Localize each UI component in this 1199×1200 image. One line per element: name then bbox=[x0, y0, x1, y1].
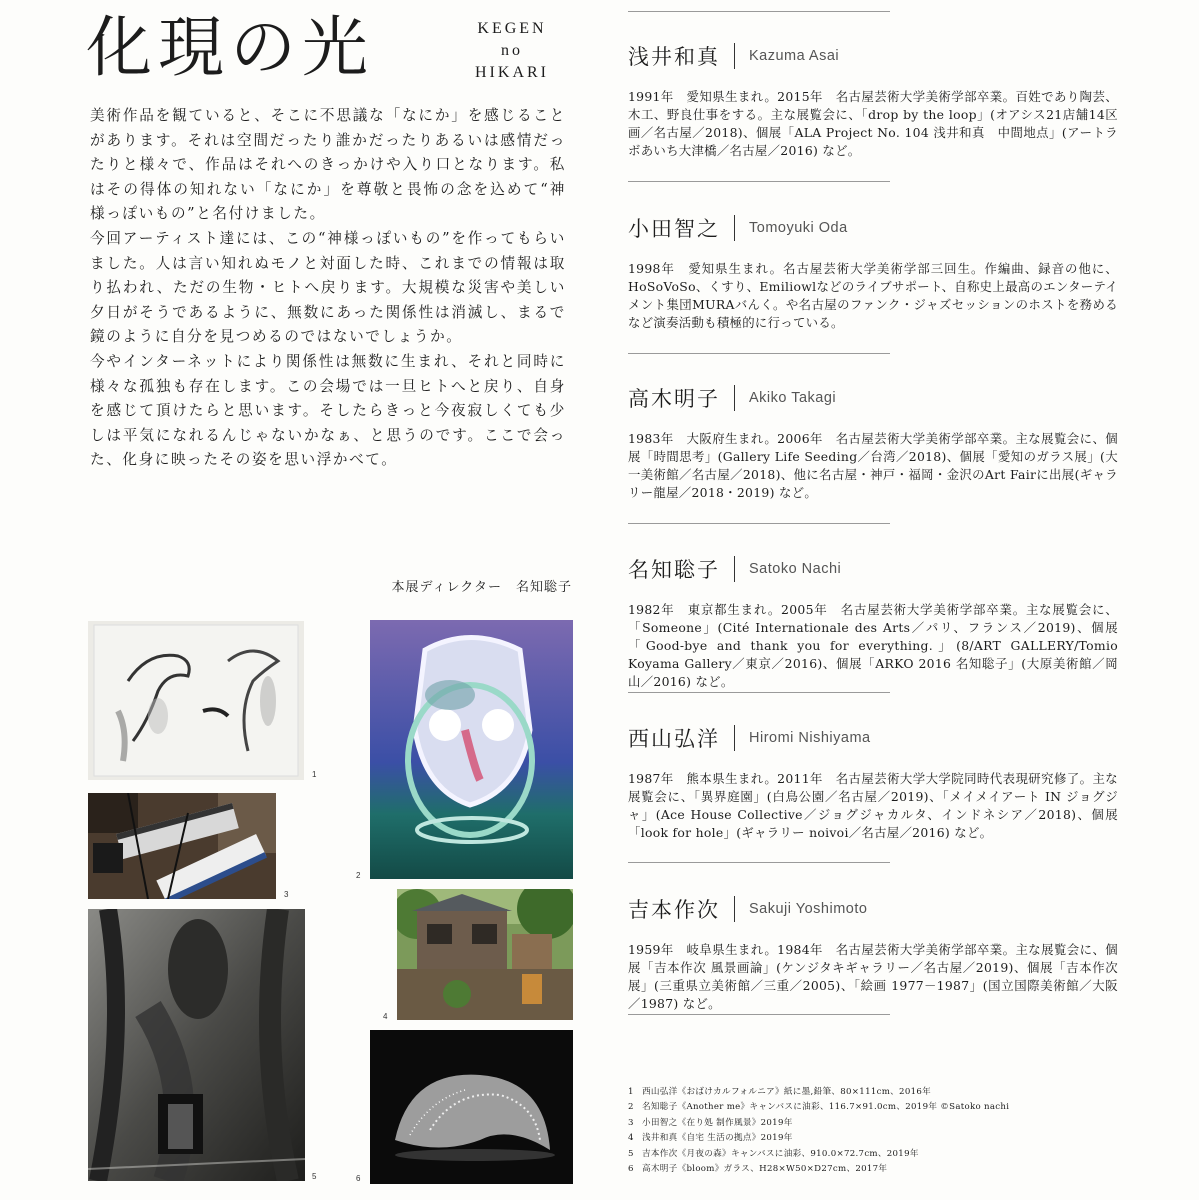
divider bbox=[628, 862, 890, 863]
caption-line bbox=[628, 1100, 1088, 1115]
caption-number: 3 bbox=[628, 1117, 634, 1128]
artist-entry bbox=[628, 718, 1118, 842]
title-romanization bbox=[462, 18, 562, 84]
divider bbox=[628, 353, 890, 354]
title-roman-line: HIKARI bbox=[475, 64, 549, 81]
artist-bio: 1991年 愛知県生まれ。2015年 名古屋芸術大学美術学部卒業。百姓であり陶芸、木工、野良仕事をする。主な展覧会に、「drop by the loop」(オアシス21店舗14区画／名古屋／2018)、個展「ALA Project No. 104 浅井和真 中間地点」(アートラボあいち大津橋／名古屋／2016) など。 bbox=[628, 89, 1118, 158]
artist-entry bbox=[628, 889, 1118, 1013]
intro-paragraph: 今回アーティスト達には、この“神様っぽいもの”を作ってもらいました。人は言い知れぬモノと対面した時、これまでの情報は取り払われ、ただの生物・ヒトへ戻ります。大規模な災害や美しい夕日がそうであるように、無数にあった関係性は消滅し、まるで鏡のように自分を見つめるのではないでしょうか。 bbox=[90, 229, 566, 346]
photo-number: 3 bbox=[284, 890, 289, 899]
caption-text: 西山弘洋《おばけカルフォルニア》紙に墨,鉛筆、80×111cm、2016年 bbox=[642, 1087, 932, 1097]
artist-bio: 1959年 岐阜県生まれ。1984年 名古屋芸術大学美術学部卒業。主な展覧会に、個展「吉本作次 風景画論」(ケンジタキギャラリー／名古屋／2019)、個展「吉本作次展」(三重県立美術館／三重／2005)、「絵画 1977－1987」(国立国際美術館／大阪／1987) など。 bbox=[628, 942, 1118, 1011]
artist-entry bbox=[628, 378, 1118, 502]
artist-name: 名知聡子 bbox=[628, 558, 720, 582]
artist-roman-name: Tomoyuki Oda bbox=[749, 220, 848, 236]
name-separator bbox=[734, 556, 735, 582]
artist-name: 西山弘洋 bbox=[628, 727, 720, 751]
artist-entry bbox=[628, 549, 1118, 691]
name-separator bbox=[734, 43, 735, 69]
director-signature: 本展ディレクター 名知聡子 bbox=[391, 580, 572, 595]
photo-3 bbox=[88, 793, 276, 899]
caption-line bbox=[628, 1116, 1088, 1131]
photo-number: 5 bbox=[312, 1172, 317, 1181]
intro-paragraph: 美術作品を観ていると、そこに不思議な「なにか」を感じることがあります。それは空間だったり誰かだったりあるいは感情だったりと様々で、作品はそれへのきっかけや入り口となります。私はその得体の知れない「なにか」を尊敬と畏怖の念を込めて“神様っぽいもの”と名付けました。 bbox=[90, 107, 566, 223]
caption-number: 1 bbox=[628, 1087, 634, 1097]
artist-bio: 1987年 熊本県生まれ。2011年 名古屋芸術大学大学院同時代表現研究修了。主な展覧会に、「異界庭園」(白鳥公園／名古屋／2019)、「メイメイアート IN ジョグジャ」(Ace House Collective／ジョグジャカルタ、インドネシア／2018)、個展「look for hole」(ギャラリー noivoi／名古屋／2016) など。 bbox=[628, 771, 1119, 840]
divider bbox=[628, 692, 890, 693]
photo-2 bbox=[370, 620, 573, 879]
caption-text: 名知聡子《Another me》キャンバスに油彩、116.7×91.0cm、2019年 ©Satoko nachi bbox=[642, 1102, 1010, 1113]
name-separator bbox=[734, 385, 735, 411]
divider bbox=[628, 11, 890, 12]
artist-entry bbox=[628, 208, 1118, 332]
caption-line bbox=[628, 1162, 1088, 1177]
title-roman-line: no bbox=[501, 42, 523, 59]
photo-number: 1 bbox=[312, 770, 317, 779]
artist-name: 高木明子 bbox=[628, 387, 720, 411]
artist-roman-name: Kazuma Asai bbox=[749, 48, 840, 64]
caption-line bbox=[628, 1085, 1088, 1100]
photo-1 bbox=[88, 621, 304, 780]
artist-entry bbox=[628, 36, 1118, 160]
artist-roman-name: Hiromi Nishiyama bbox=[749, 730, 871, 746]
photo-4 bbox=[397, 889, 573, 1020]
photo-5 bbox=[88, 909, 305, 1181]
photo-number: 4 bbox=[383, 1012, 388, 1021]
artist-bio: 1998年 愛知県生まれ。名古屋芸術大学美術学部三回生。作編曲、録音の他に、HoSoVoSo、くすり、Emiliowlなどのライブサポート、自称史上最高のエンターテイメント集団MURAバんく。や名古屋のファンク・ジャズセッションのホストを務めるなど演奏活動も積極的に行っている。 bbox=[628, 261, 1118, 330]
caption-text: 高木明子《bloom》ガラス、H28×W50×D27cm、2017年 bbox=[642, 1164, 888, 1175]
divider bbox=[628, 181, 890, 182]
artist-bio: 1983年 大阪府生まれ。2006年 名古屋芸術大学美術学部卒業。主な展覧会に、個展「時間思考」(Gallery Life Seeding／台湾／2018)、個展「愛知のガラス展」(大一美術館／名古屋／2018)、他に名古屋・神戸・福岡・金沢のArt Fairに出展(ギャラリー龍屋／2018・2019) など。 bbox=[628, 431, 1118, 500]
name-separator bbox=[734, 215, 735, 241]
artist-roman-name: Sakuji Yoshimoto bbox=[749, 901, 868, 917]
photo-6 bbox=[370, 1030, 573, 1184]
artist-roman-name: Akiko Takagi bbox=[749, 390, 837, 406]
name-separator bbox=[734, 896, 735, 922]
intro-statement bbox=[90, 104, 566, 473]
caption-number: 6 bbox=[628, 1164, 634, 1175]
page-title: 化現の光 bbox=[86, 9, 374, 86]
artist-name: 吉本作次 bbox=[628, 898, 720, 922]
artist-roman-name: Satoko Nachi bbox=[749, 561, 842, 577]
intro-paragraph: 今やインターネットにより関係性は無数に生まれ、それと同時に様々な孤独も存在します。この会場では一旦ヒトへと戻り、自身を感じて頂けたらと思います。そしたらきっと今夜寂しくても少しは平気になれるんじゃないかなぁ、と思うのです。ここで会った、化身に映ったその姿を思い浮かべて。 bbox=[90, 352, 566, 469]
divider bbox=[628, 523, 890, 524]
photo-captions bbox=[628, 1085, 1088, 1177]
photo-number: 2 bbox=[356, 871, 361, 880]
artist-bio: 1982年 東京都生まれ。2005年 名古屋芸術大学美術学部卒業。主な展覧会に、「Someone」(Cité Internationale des Arts／パリ、フランス／2019)、個展「Good-bye and thank you for everything.」(8/ART GALLERY/Tomio Koyama Gallery／東京／2016)、個展「ARKO 2016 名知聡子」(大原美術館／岡山／2016) など。 bbox=[628, 602, 1118, 689]
caption-number: 2 bbox=[628, 1102, 634, 1113]
artist-name: 浅井和真 bbox=[628, 45, 720, 69]
caption-number: 5 bbox=[628, 1148, 634, 1159]
caption-text: 吉本作次《月夜の森》キャンバスに油彩、910.0×72.7cm、2019年 bbox=[642, 1148, 919, 1159]
divider bbox=[628, 1014, 890, 1015]
caption-text: 小田智之《在り処 制作風景》2019年 bbox=[642, 1117, 793, 1128]
caption-text: 浅井和真《自宅 生活の拠点》2019年 bbox=[642, 1133, 793, 1144]
name-separator bbox=[734, 725, 735, 751]
title-roman-line: KEGEN bbox=[477, 20, 547, 37]
artist-name: 小田智之 bbox=[628, 217, 720, 241]
photo-number: 6 bbox=[356, 1174, 361, 1183]
caption-number: 4 bbox=[628, 1133, 634, 1144]
caption-line bbox=[628, 1147, 1088, 1162]
caption-line bbox=[628, 1131, 1088, 1146]
